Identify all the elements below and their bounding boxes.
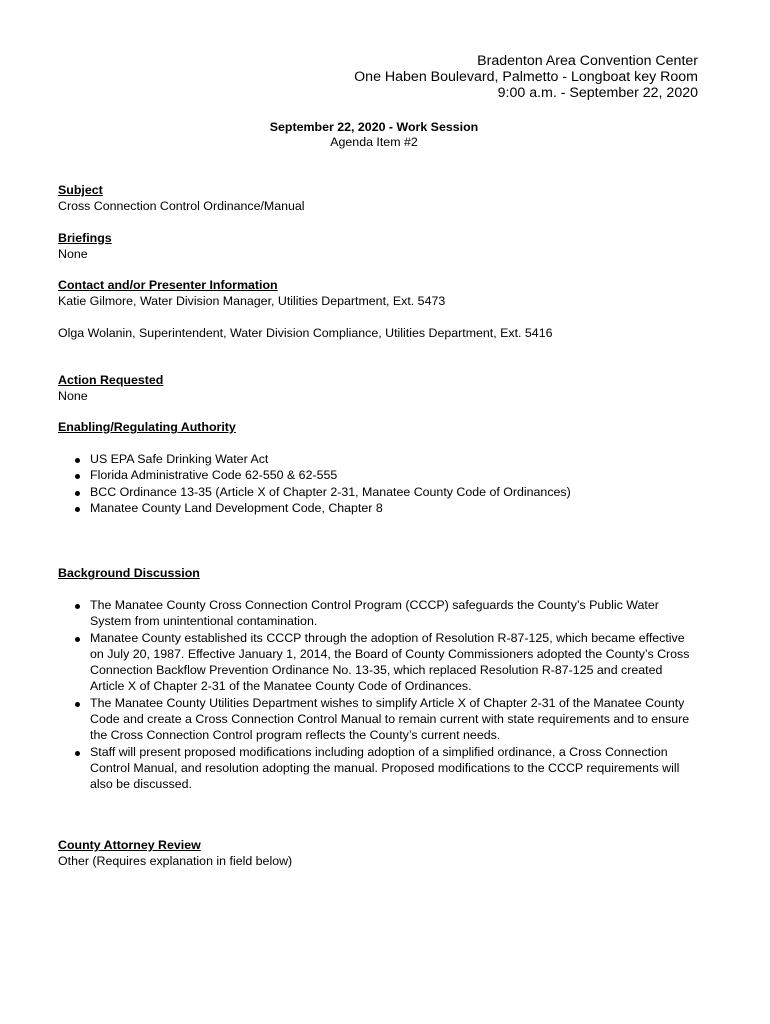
contact-person-2-block — [58, 325, 698, 341]
list-item — [58, 467, 698, 483]
agenda-item-number: Agenda Item #2 — [330, 135, 418, 149]
authority-section — [58, 419, 698, 435]
list-item — [58, 500, 698, 516]
briefings-text: None — [58, 247, 88, 261]
subject-heading: Subject — [58, 183, 103, 197]
contact-section — [58, 277, 698, 309]
action-section — [58, 372, 698, 404]
authority-list — [58, 451, 698, 516]
bullet-icon — [75, 702, 80, 707]
bullet-icon — [75, 604, 80, 609]
background-section — [58, 565, 698, 581]
contact-person-1: Katie Gilmore, Water Division Manager, Utilities Department, Ext. 5473 — [58, 294, 446, 308]
attorney-text: Other (Requires explanation in field below) — [58, 854, 293, 868]
list-item — [58, 597, 698, 630]
bullet-icon — [75, 458, 80, 463]
list-item-text: BCC Ordinance 13-35 (Article X of Chapter 2-31, Manatee County Code of Ordinances) — [90, 484, 571, 499]
briefings-section — [58, 230, 698, 262]
list-item — [58, 695, 698, 744]
briefings-heading: Briefings — [58, 231, 112, 245]
background-list — [58, 597, 698, 793]
contact-person-2: Olga Wolanin, Superintendent, Water Division Compliance, Utilities Department, Ext. 5416 — [58, 326, 553, 340]
list-item-text: Staff will present proposed modifications including adoption of a simplified ordinance, a Cross Connection Control Manual, and resolution adopting the manual. Proposed modifications to the CCCP requirements will also be discussed. — [90, 744, 680, 792]
authority-heading: Enabling/Regulating Authority — [58, 420, 236, 434]
list-item — [58, 484, 698, 500]
meeting-time: 9:00 a.m. - September 22, 2020 — [497, 85, 698, 101]
action-heading: Action Requested — [58, 373, 164, 387]
bullet-icon — [75, 474, 80, 479]
bullet-icon — [75, 637, 80, 642]
authority-list-block — [58, 451, 698, 516]
background-list-block — [58, 597, 698, 793]
contact-heading: Contact and/or Presenter Information — [58, 278, 278, 292]
list-item-text: US EPA Safe Drinking Water Act — [90, 452, 269, 466]
list-item — [58, 451, 698, 467]
action-text: None — [58, 389, 88, 403]
venue-address: One Haben Boulevard, Palmetto - Longboat key Room — [354, 69, 698, 85]
list-item — [58, 630, 698, 695]
venue-name: Bradenton Area Convention Center — [477, 53, 698, 69]
list-item-text: Manatee County Land Development Code, Chapter 8 — [90, 500, 383, 515]
bullet-icon — [75, 751, 80, 756]
meeting-location-header — [354, 53, 698, 101]
list-item-text: Manatee County established its CCCP through the adoption of Resolution R-87-125, which became effective on July 20, 1987. Effective January 1, 2014, the Board of County Commissioners adopted the County’s Cross Connection Backflow Prevention Ordinance No. 13-35, which replaced Resolution R-87-125 and created Article X of Chapter 2-31 of the Manatee County Code of Ordinances. — [90, 630, 690, 694]
list-item — [58, 744, 698, 793]
attorney-section — [58, 837, 698, 869]
list-item-text: Florida Administrative Code 62-550 & 62-555 — [90, 468, 338, 483]
list-item-text: The Manatee County Utilities Department wishes to simplify Article X of Chapter 2-31 of the Manatee County Code and create a Cross Connection Control Manual to remain current with state requirements and to ensure the Cross Connection Control program reflects the County’s current needs. — [90, 695, 690, 743]
list-item-text: The Manatee County Cross Connection Control Program (CCCP) safeguards the County’s Public Water System from unintentional contamination. — [90, 598, 659, 629]
bullet-icon — [75, 507, 80, 512]
subject-section — [58, 182, 698, 214]
background-heading: Background Discussion — [58, 566, 200, 580]
session-title: September 22, 2020 - Work Session — [269, 120, 479, 134]
subject-text: Cross Connection Control Ordinance/Manual — [58, 199, 305, 213]
attorney-heading: County Attorney Review — [58, 838, 201, 852]
bullet-icon — [75, 491, 80, 496]
